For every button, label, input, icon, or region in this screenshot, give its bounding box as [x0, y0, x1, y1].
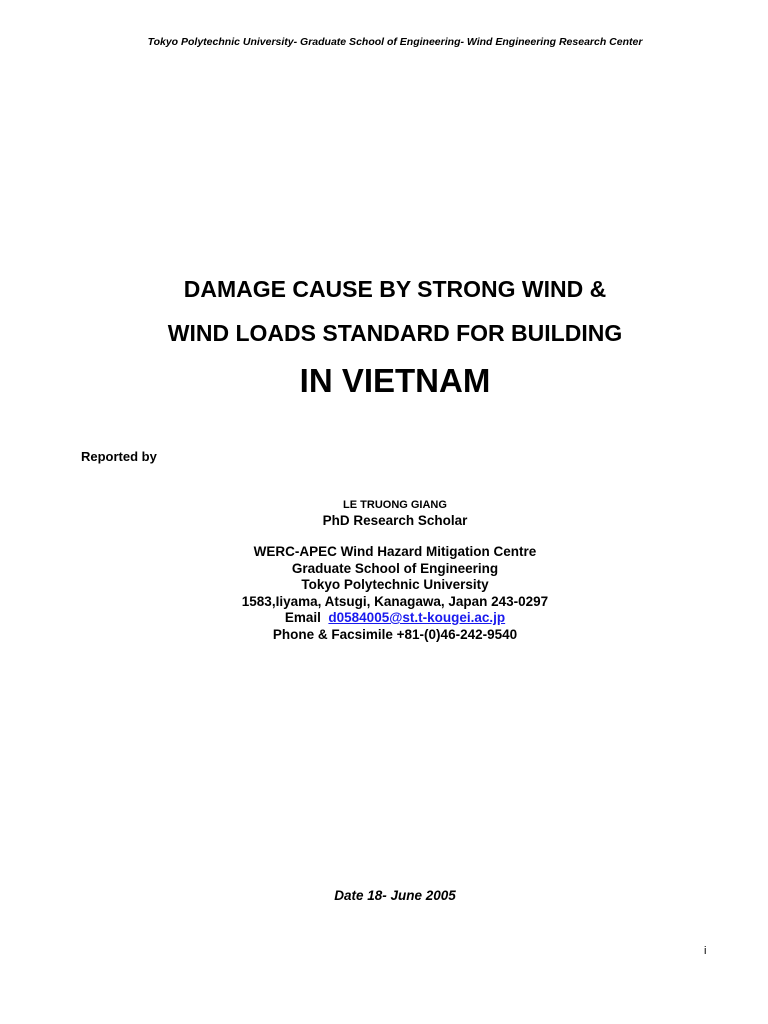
email-line: [0, 610, 768, 627]
affiliation-centre: WERC-APEC Wind Hazard Mitigation Centre: [253, 544, 537, 559]
report-date: Date 18- June 2005: [334, 888, 456, 903]
email-label: Email: [284, 610, 321, 625]
running-header: Tokyo Polytechnic University- Graduate School of Engineering- Wind Engineering Research Center: [147, 36, 643, 48]
phone-line: Phone & Facsimile +81-(0)46-242-9540: [272, 626, 518, 642]
author-role: PhD Research Scholar: [322, 513, 468, 528]
affiliation-school: Graduate School of Engineering: [291, 560, 499, 576]
email-link[interactable]: d0584005@st.t-kougei.ac.jp: [328, 610, 506, 625]
author-name: LE TRUONG GIANG: [343, 499, 447, 511]
page-number: i: [704, 945, 707, 957]
affiliation-university: Tokyo Polytechnic University: [301, 577, 489, 592]
title-line-3: IN VIETNAM: [299, 362, 491, 399]
title-line-2: WIND LOADS STANDARD FOR BUILDING: [167, 320, 623, 346]
affiliation-address: 1583,Iiyama, Atsugi, Kanagawa, Japan 243-0297: [241, 593, 549, 609]
affiliation-block: [0, 544, 768, 643]
title-line-1: DAMAGE CAUSE BY STRONG WIND &: [183, 276, 607, 302]
reported-by-label: Reported by: [81, 449, 157, 464]
